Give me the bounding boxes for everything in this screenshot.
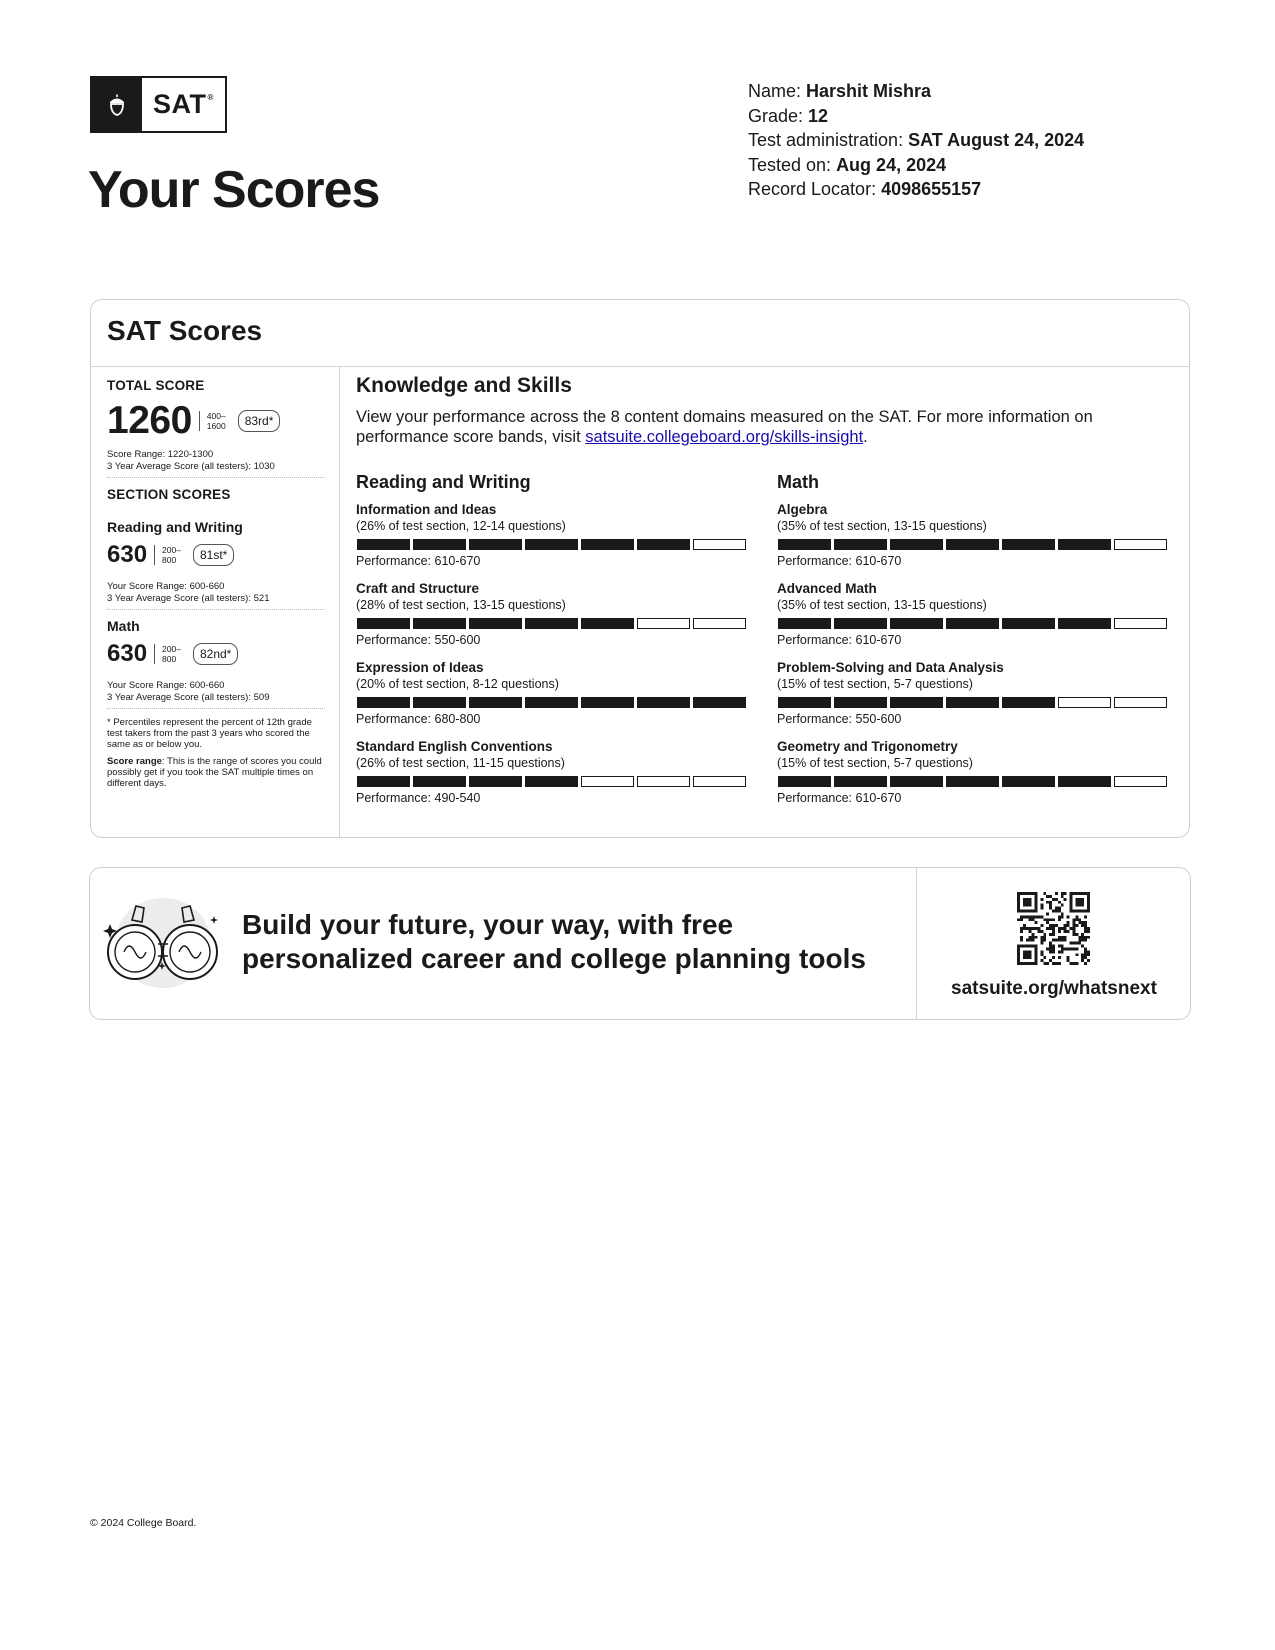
binoculars-icon [102,896,222,988]
performance-bar-segment [834,776,887,787]
content-domain [777,580,1172,659]
performance-bar-segment [525,776,578,787]
section-score-scale: 200– 800 [154,644,181,664]
domain-weight: (35% of test section, 13-15 questions) [777,598,987,612]
performance-bar-segment [890,697,943,708]
section-score: 630 [107,640,148,667]
grade-row: Grade: 12 [748,105,829,126]
planning-tools-card [89,867,1191,1020]
domain-performance: Performance: 550-600 [356,633,481,647]
performance-bar-segment [946,618,999,629]
performance-bar-segment [1002,776,1055,787]
total-score: 1260 [107,399,192,442]
record-locator-row: Record Locator: 4098655157 [748,179,982,199]
domain-name: Problem-Solving and Data Analysis [777,660,1004,675]
domain-name: Standard English Conventions [356,739,553,754]
performance-bar-segment [637,776,690,787]
performance-bar-segment [469,539,522,550]
domain-weight: (20% of test section, 8-12 questions) [356,677,559,691]
performance-bar-segment [469,697,522,708]
performance-bar-segment [1058,618,1111,629]
total-percentile-badge: 83rd* [238,410,281,432]
performance-bar-segment [637,618,690,629]
performance-bar-segment [946,776,999,787]
student-name: Harshit Mishra [806,81,932,101]
domain-performance: Performance: 550-600 [777,712,902,726]
page-title: Your Scores [88,161,380,219]
performance-bar-segment [413,697,466,708]
performance-bar-segment [693,776,746,787]
domain-weight: (26% of test section, 11-15 questions) [356,756,565,770]
test-admin-row: Test administration: SAT August 24, 2024 [748,130,1085,150]
performance-bar-segment [693,539,746,550]
divider [107,609,325,610]
domain-name: Algebra [777,502,828,517]
performance-bar [357,618,751,629]
sat-scores-card [90,299,1190,838]
performance-bar-segment [637,539,690,550]
section-name: Math [107,618,140,634]
performance-bar-segment [834,697,887,708]
performance-bar-segment [637,697,690,708]
domain-weight: (15% of test section, 5-7 questions) [777,756,973,770]
performance-bar-segment [525,539,578,550]
domain-name: Information and Ideas [356,502,497,517]
section-score-row [107,640,325,668]
domain-performance: Performance: 490-540 [356,791,481,805]
scores-card-title: SAT Scores [107,315,263,346]
section-score-range: Your Score Range: 600-660 [107,680,225,691]
performance-bar-segment [581,776,634,787]
performance-bar-segment [1058,776,1111,787]
performance-bar [778,776,1172,787]
divider [107,708,325,709]
domain-name: Craft and Structure [356,581,480,596]
performance-bar-segment [1114,539,1167,550]
divider [107,477,325,478]
domain-column-title: Math [777,472,819,492]
domain-performance: Performance: 610-670 [777,791,902,805]
domain-weight: (15% of test section, 5-7 questions) [777,677,973,691]
performance-bar-segment [1002,697,1055,708]
total-score-range: Score Range: 1220-1300 [107,449,214,460]
section-score-row [107,541,325,569]
planning-tools-headline: Build your future, your way, with free personalized career and college planning tools [242,909,866,974]
performance-bar-segment [1114,618,1167,629]
section-percentile-badge: 81st* [193,544,234,566]
performance-bar-segment [778,539,831,550]
performance-bar-segment [357,539,410,550]
performance-bar-segment [778,618,831,629]
performance-bar-segment [946,697,999,708]
student-name-row: Name: Harshit Mishra [748,81,932,101]
section-percentile-badge: 82nd* [193,643,238,665]
knowledge-skills-title: Knowledge and Skills [356,374,572,397]
copyright: © 2024 College Board. [90,1517,197,1529]
logo-text: SAT [153,89,207,119]
performance-bar-segment [834,539,887,550]
performance-bar [357,697,751,708]
section-scores-label: SECTION SCORES [107,487,231,502]
section-score-scale: 200– 800 [154,545,181,565]
domain-name: Geometry and Trigonometry [777,739,958,754]
record-locator-value: 4098655157 [881,179,982,199]
performance-bar-segment [834,618,887,629]
performance-bar-segment [1058,539,1111,550]
domain-column [356,472,751,817]
performance-bar-segment [693,697,746,708]
performance-bar-segment [469,776,522,787]
domain-performance: Performance: 680-800 [356,712,481,726]
content-domain [356,659,751,738]
performance-bar-segment [581,539,634,550]
divider [339,366,340,837]
content-domain [777,738,1172,817]
tested-on-value: Aug 24, 2024 [836,154,947,175]
performance-bar-segment [469,618,522,629]
section-average-score: 3 Year Average Score (all testers): 521 [107,593,270,604]
performance-bar-segment [1058,697,1111,708]
domain-performance: Performance: 610-670 [356,554,481,568]
content-domain [356,580,751,659]
grade-value: 12 [808,105,829,126]
total-score-label: TOTAL SCORE [107,378,205,393]
content-domain [356,501,751,580]
section-score: 630 [107,541,148,568]
performance-bar-segment [357,776,410,787]
content-domain [777,659,1172,738]
performance-bar-segment [946,539,999,550]
performance-bar-segment [581,618,634,629]
performance-bar-segment [1114,697,1167,708]
section-score-range: Your Score Range: 600-660 [107,581,225,592]
registered-mark: ® [207,93,214,102]
skills-insight-link[interactable]: satsuite.collegeboard.org/skills-insight [585,428,864,446]
performance-bar [778,697,1172,708]
performance-bar-segment [1002,618,1055,629]
domain-name: Advanced Math [777,581,877,596]
performance-bar-segment [581,697,634,708]
performance-bar-segment [525,697,578,708]
performance-bar-segment [357,697,410,708]
domain-performance: Performance: 610-670 [777,554,902,568]
performance-bar [778,539,1172,550]
domain-weight: (26% of test section, 12-14 questions) [356,519,566,533]
content-domain [777,501,1172,580]
performance-bar [357,539,751,550]
total-score-scale: 400– 1600 [199,411,226,431]
performance-bar [357,776,751,787]
tested-on-row: Tested on: Aug 24, 2024 [748,154,947,175]
performance-bar-segment [693,618,746,629]
performance-bar-segment [1002,539,1055,550]
domain-column-title: Reading and Writing [356,472,531,492]
percentile-footnote: * Percentiles represent the percent of 12th grade test takers from the past 3 years who scored the same as or below you. [107,717,312,750]
performance-bar-segment [890,539,943,550]
performance-bar-segment [413,539,466,550]
performance-bar-segment [525,618,578,629]
knowledge-skills-description: View your performance across the 8 content domains measured on the SAT. For more information on performance score bands, visit satsuite.collegeboard.org/skills-insight. [356,408,1093,446]
domain-column [777,472,1172,817]
section-name: Reading and Writing [107,519,243,535]
total-average-score: 3 Year Average Score (all testers): 1030 [107,461,275,472]
whatsnext-url[interactable]: satsuite.org/whatsnext [951,978,1157,999]
performance-bar-segment [890,776,943,787]
performance-bar-segment [890,618,943,629]
performance-bar-segment [357,618,410,629]
sat-logo [90,76,227,133]
performance-bar-segment [778,776,831,787]
domain-weight: (28% of test section, 13-15 questions) [356,598,566,612]
score-range-footnote: Score range: This is the range of scores you could possibly get if you took the SAT multiple times on different days. [107,756,322,789]
content-domain [356,738,751,817]
total-score-row [107,399,325,443]
qr-code[interactable] [1017,892,1090,965]
section-average-score: 3 Year Average Score (all testers): 509 [107,692,270,703]
performance-bar-segment [413,618,466,629]
domain-weight: (35% of test section, 13-15 questions) [777,519,987,533]
performance-bar-segment [1114,776,1167,787]
test-admin-value: SAT August 24, 2024 [908,130,1085,150]
performance-bar [778,618,1172,629]
domain-performance: Performance: 610-670 [777,633,902,647]
student-info [748,79,1084,202]
performance-bar-segment [778,697,831,708]
score-summary-column [107,366,325,789]
domain-name: Expression of Ideas [356,660,484,675]
performance-bar-segment [413,776,466,787]
acorn-icon [92,78,142,131]
